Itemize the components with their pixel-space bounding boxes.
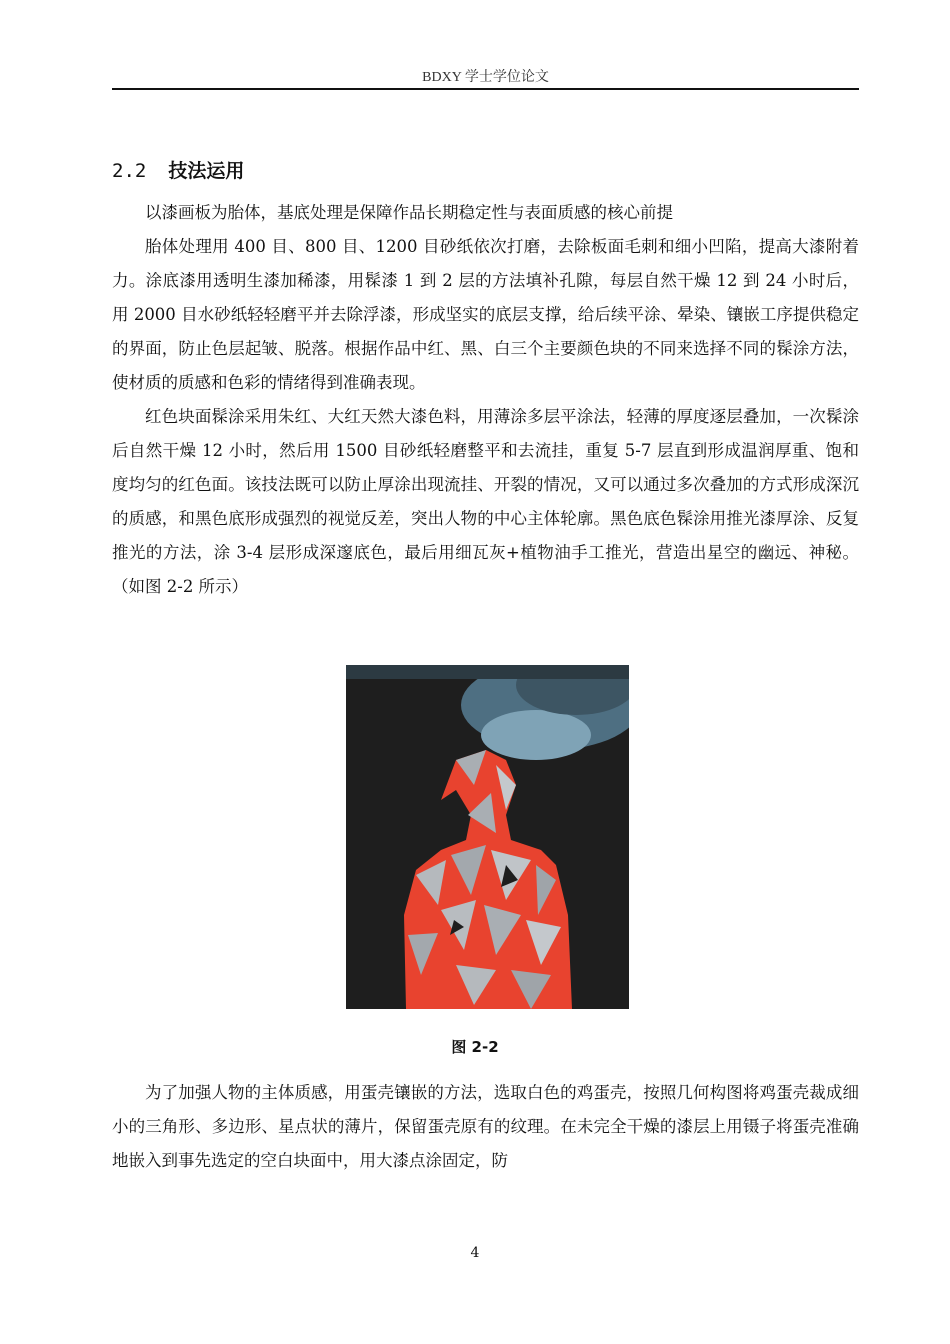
section-title: 技法运用 [168,160,245,182]
artwork-figure [346,665,629,1009]
header-rule [112,88,859,90]
body-text-bottom [112,1076,859,1178]
paragraph: 为了加强人物的主体质感，用蛋壳镶嵌的方法，选取白色的鸡蛋壳，按照几何构图将鸡蛋壳裁成细小的三角形、多边形、星点状的薄片，保留蛋壳原有的纹理。在未完全干燥的漆层上用镊子将蛋壳准确地嵌入到事先选定的空白块面中，用大漆点涂固定，防 [112,1083,859,1170]
body-text-top [112,196,859,604]
paragraph: 胎体处理用 400 目、800 目、1200 目砂纸依次打磨，去除板面毛刺和细小凹陷，提高大漆附着力。涂底漆用透明生漆加稀漆，用髹漆 1 到 2 层的方法填补孔隙，每层自然干燥 12 到 24 小时后，用 2000 目水砂纸轻轻磨平并去除浮漆，形成坚实的底层支撑，给后续平涂、晕染、镶嵌工序提供稳定的界面，防止色层起皱、脱落。根据作品中红、黑、白三个主要颜色块的不同来选择不同的髹涂方法，使材质的质感和色彩的情绪得到准确表现。 [112,237,859,392]
section-heading [112,156,244,183]
section-number: 2.2 [112,160,147,182]
paragraph: 红色块面髹涂采用朱红、大红天然大漆色料，用薄涂多层平涂法，轻薄的厚度逐层叠加，一次髹涂后自然干燥 12 小时，然后用 1500 目砂纸轻磨整平和去流挂，重复 5-7 层直到形成温润厚重、饱和度均匀的红色面。该技法既可以防止厚涂出现流挂、开裂的情况，又可以通过多次叠加的方式形成深沉的质感，和黑色底形成强烈的视觉反差，突出人物的中心主体轮廓。黑色底色髹涂用推光漆厚涂、反复推光的方法，涂 3-4 层形成深邃底色，最后用细瓦灰+植物油手工推光，营造出星空的幽远、神秘。（如图 2-2 所示） [112,407,859,596]
artwork-image [346,665,629,1009]
page-number: 4 [470,1245,480,1261]
paragraph: 以漆画板为胎体，基底处理是保障作品长期稳定性与表面质感的核心前提 [145,203,673,222]
figure-caption: 图 2-2 [451,1038,499,1056]
running-header: BDXY 学士学位论文 [422,70,549,85]
